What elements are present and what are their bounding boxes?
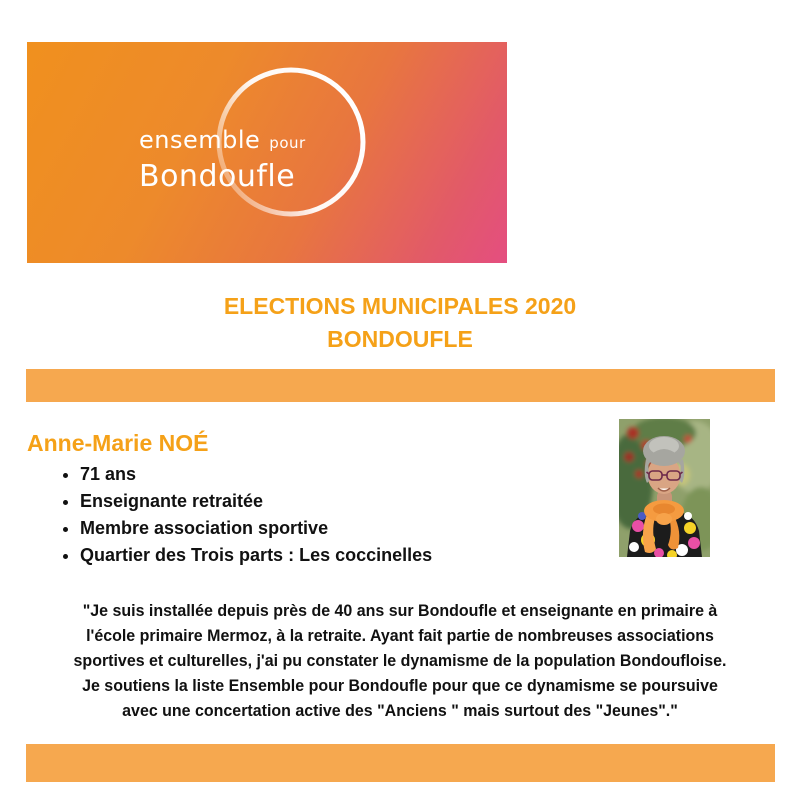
logo-word-pour: pour bbox=[269, 134, 306, 152]
divider-bar-bottom bbox=[26, 744, 775, 782]
logo-text-ensemble-pour bbox=[139, 126, 306, 154]
detail-item-association: • Membre association sportive bbox=[80, 515, 432, 542]
divider-bar-top bbox=[26, 369, 775, 402]
detail-item-quartier: • Quartier des Trois parts : Les coccinelles bbox=[80, 542, 432, 569]
quote-line: l'école primaire Mermoz, à la retraite. Ayant fait partie de nombreuses associations bbox=[86, 626, 714, 645]
candidate-photo bbox=[619, 419, 710, 557]
logo-word-ensemble: ensemble bbox=[139, 126, 261, 154]
candidate-detail-list bbox=[58, 461, 432, 569]
candidate-quote bbox=[24, 598, 776, 723]
quote-line: Je soutiens la liste Ensemble pour Bondoufle pour que ce dynamisme se poursuive bbox=[82, 676, 718, 695]
detail-item-age: • 71 ans bbox=[80, 461, 432, 488]
quote-line: sportives et culturelles, j'ai pu constater le dynamisme de la population Bondoufloise. bbox=[73, 651, 727, 670]
logo-text-bondoufle: Bondoufle bbox=[139, 159, 296, 194]
title-line-elections: ELECTIONS MUNICIPALES 2020 bbox=[223, 293, 577, 319]
detail-item-profession: • Enseignante retraitée bbox=[80, 488, 432, 515]
title-line-bondoufle: BONDOUFLE bbox=[327, 326, 473, 352]
quote-line: avec une concertation active des "Anciens " mais surtout des "Jeunes"." bbox=[122, 701, 678, 720]
page-title bbox=[0, 290, 800, 356]
quote-line: "Je suis installée depuis près de 40 ans sur Bondoufle et enseignante en primaire à bbox=[82, 601, 718, 620]
campaign-banner bbox=[27, 42, 507, 263]
candidate-name: Anne-Marie NOÉ bbox=[27, 430, 209, 456]
